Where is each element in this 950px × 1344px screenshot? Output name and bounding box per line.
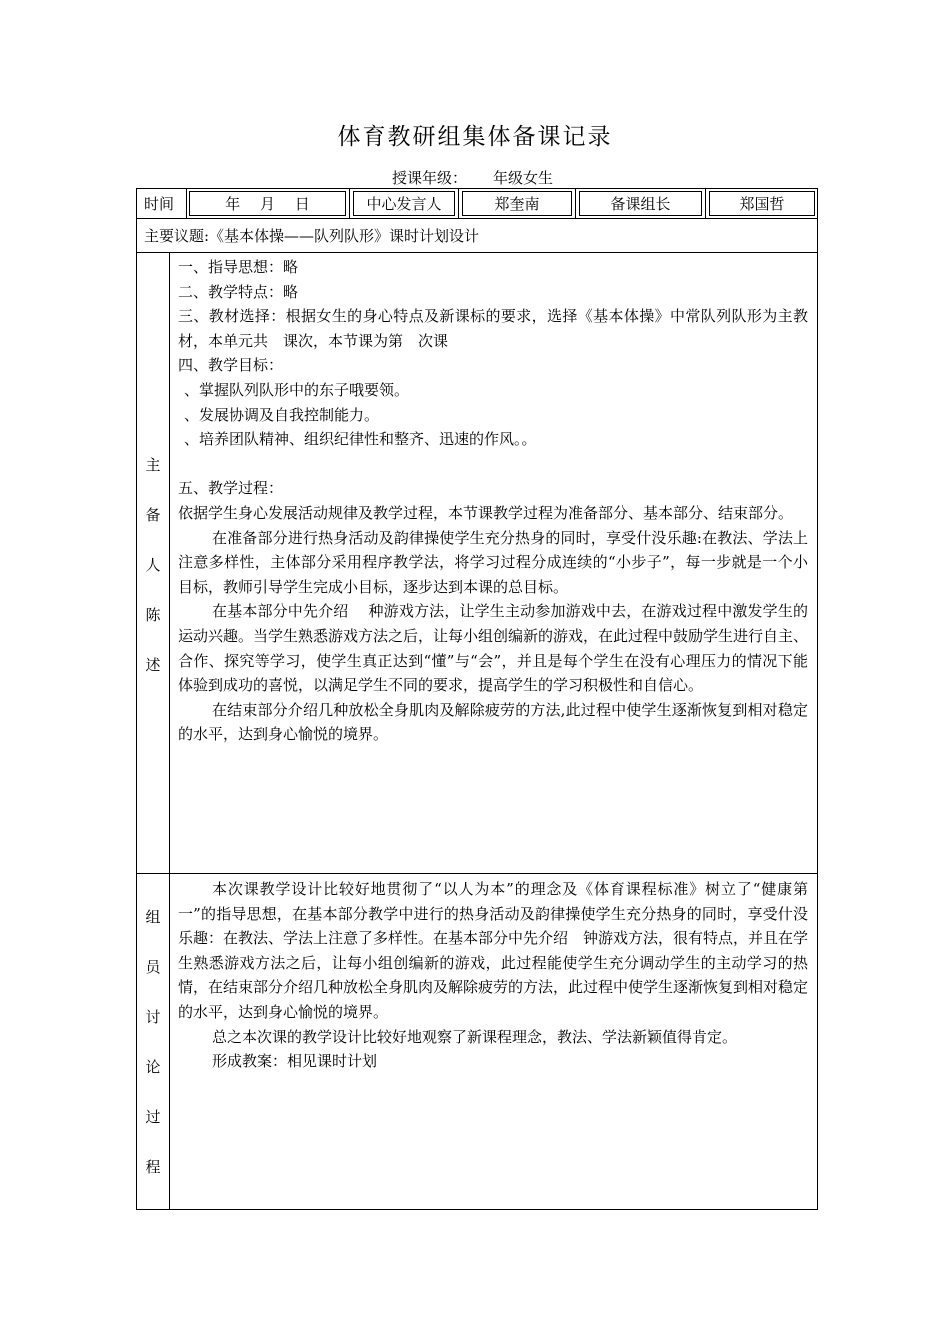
process-intro: 依据学生身心发展活动规律及教学过程，本节课教学过程为准备部分、基本部分、结束部分。	[178, 503, 794, 522]
grade-line	[392, 167, 553, 188]
presenter-content	[178, 255, 808, 747]
discussion-summary: 总之本次课的教学设计比较好地观察了新课程理念，教法、学法新颖值得肯定。	[212, 1027, 738, 1046]
goal-item: 、发展协调及自我控制能力。	[184, 405, 380, 424]
page-title: 体育教研组集体备课记录	[337, 124, 613, 150]
date-value: 年 月 日	[225, 195, 310, 213]
process-main: 在基本部分中先介绍 种游戏方法，让学生主动参加游戏中去，在游戏过程中激发学生的运动兴趣。当学生熟悉游戏方法之后，让每小组创编新的游戏，在此过程中鼓励学生进行自主、合作、探究等学习，使学生真正达到“懂”与“会”，并且是每个学生在没有心理压力的情况下能体验到成功的喜悦，以满足学生不同的要求，提高学生的学习积极性和自信心。	[178, 602, 809, 695]
lesson-plan-note: 形成教案：相见课时计划	[212, 1052, 378, 1071]
row-divider-topic	[136, 252, 818, 253]
row-divider-header	[136, 218, 818, 219]
topic-text: 主要议题:《基本体操——队列队形》课时计划设计	[144, 227, 480, 245]
discussion-label-char: 讨	[145, 1008, 161, 1026]
goal-item: 、掌握队列队形中的东子哦要领。	[184, 380, 410, 399]
discussion-label-char: 程	[145, 1158, 161, 1176]
discussion-label-char: 组	[145, 908, 161, 926]
teaching-process-heading: 五、教学过程：	[178, 479, 284, 498]
discussion-label-char: 员	[145, 958, 161, 976]
material-selection: 三、教材选择：根据女生的身心特点及新课标的要求，选择《基本体操》中常队列队形为主教材，本单元共 课次，本节课为第 次课	[178, 307, 808, 350]
time-label: 时间	[144, 195, 175, 213]
discussion-evaluation: 本次课教学设计比较好地贯彻了“以人为本”的理念及《体育课程标准》树立了“健康第一”的指导思想，在基本部分教学中进行的热身活动及韵律操使学生充分热身的同时，享受什没乐趣：在教法、学法上注意了多样性。在基本部分中先介绍 钟游戏方法，很有特点，并且在学生熟悉游戏方法之后，让每小组创编新的游戏，此过程能使学生充分调动学生的主动学习的热情，在结束部分介绍几种放松全身肌肉及解除疲劳的方法，此过程中使学生逐渐恢复到相对稳定的水平，达到身心愉悦的境界。	[178, 880, 809, 1021]
speaker-label: 中心发言人	[366, 195, 442, 213]
leader-label: 备课组长	[610, 195, 671, 213]
goal-item: 、培养团队精神、组织纪律性和整齐、迅速的作风。。	[184, 430, 537, 449]
speaker-name: 郑奎南	[494, 195, 540, 213]
col-divider	[186, 188, 187, 218]
grade-label: 授课年级：	[392, 169, 468, 187]
presenter-label-char: 人	[145, 556, 161, 574]
col-divider	[575, 188, 576, 218]
presenter-label-char: 主	[145, 456, 161, 474]
presenter-side-label	[137, 440, 169, 690]
presenter-label-char: 备	[145, 506, 161, 524]
presenter-label-char: 述	[145, 656, 161, 674]
col-divider	[705, 188, 706, 218]
col-divider	[458, 188, 459, 218]
presenter-label-char: 陈	[145, 606, 161, 624]
discussion-content	[178, 877, 808, 1074]
teaching-features: 二、教学特点：略	[178, 282, 299, 301]
discussion-side-label	[137, 892, 169, 1192]
leader-name: 郑国哲	[739, 195, 785, 213]
row-divider-presenter	[136, 873, 818, 874]
teaching-goals-heading: 四、教学目标：	[178, 356, 284, 375]
process-warmup: 在准备部分进行热身活动及韵律操使学生充分热身的同时，享受什没乐趣:在教法、学法上注意多样性，主体部分采用程序教学法，将学习过程分成连续的“小步子”，每一步就是一个小目标，教师引导学生完成小目标，逐步达到本课的总目标。	[178, 528, 808, 596]
process-ending: 在结束部分介绍几种放松全身肌肉及解除疲劳的方法,此过程中使学生逐渐恢复到相对稳定的水平，达到身心愉悦的境界。	[178, 700, 808, 744]
discussion-label-char: 论	[145, 1058, 161, 1076]
grade-value: 年级女生	[493, 169, 554, 187]
presenter-label-divider	[169, 252, 170, 873]
discussion-label-divider	[169, 873, 170, 1210]
guiding-idea: 一、指导思想：略	[178, 258, 299, 276]
col-divider	[349, 188, 350, 218]
discussion-label-char: 过	[145, 1108, 161, 1126]
